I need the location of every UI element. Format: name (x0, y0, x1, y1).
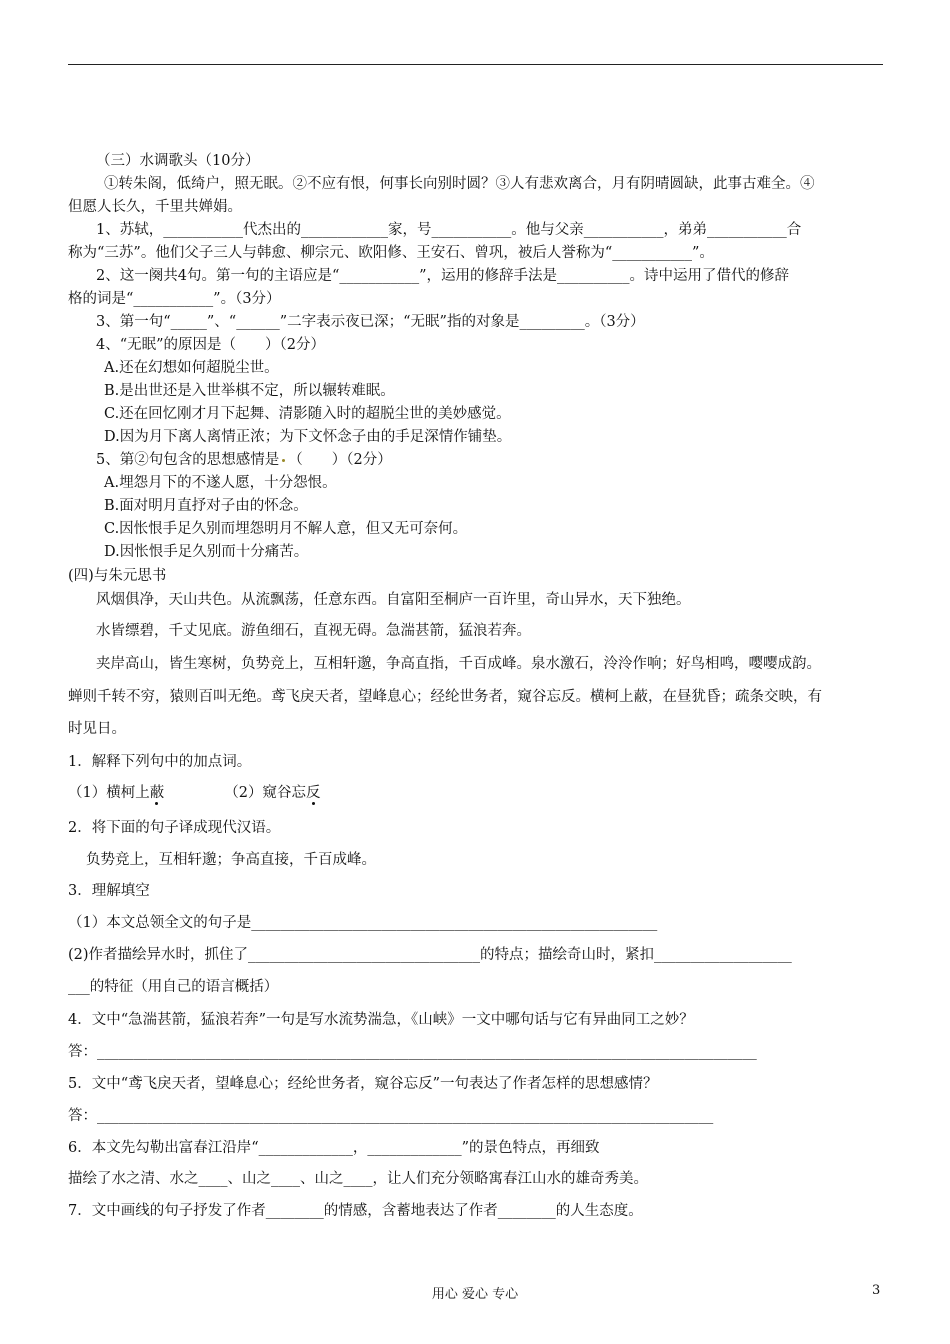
option-line: A.埋怨月下的不遂人愿，十分怨恨。 (104, 475, 337, 491)
question-line: 负势竞上，互相轩邈；争高直接，千百成峰。 (86, 852, 376, 868)
passage-line: 时见日。 (68, 721, 126, 737)
poem-line: ①转朱阁，低绮户，照无眠。②不应有恨，何事长向别时圆？③人有悲欢离合，月有阴晴圆缺，此事古难全。④ (104, 176, 815, 192)
question-line: 7．文中画线的句子抒发了作者________的情感，含蓄地表达了作者________的人生态度。 (68, 1203, 643, 1219)
answer-line: 答：___________________________________________________________________________________________ (68, 1044, 757, 1060)
option-line: A.还在幻想如何超脱尘世。 (104, 360, 279, 376)
question-line: 描绘了水之清、水之____、山之____、山之____，让人们充分领略寓春江山水的雄奇秀美。 (68, 1171, 648, 1187)
passage-line: 风烟俱净，天山共色。从流飘荡，任意东西。自富阳至桐庐一百许里，奇山异水，天下独绝。 (96, 592, 691, 608)
page-number: 3 (872, 1283, 881, 1298)
question-line: 1、苏轼，___________代杰出的____________家，号___________。他与父亲___________，弟弟___________合 (96, 222, 802, 238)
dotted-word: 蔽 (149, 785, 165, 801)
question-line: 1．解释下列句中的加点词。 (68, 754, 252, 770)
question-line: 2、这一阕共4句。第一句的主语应是“___________”，运用的修辞手法是__________。诗中运用了借代的修辞 (96, 268, 790, 284)
dotted-word: 反 (305, 785, 321, 801)
question-line: （1）本文总领全文的句子是________________________________________________________ (68, 915, 658, 931)
option-line: D.因为月下离人离情正浓；为下文怀念子由的手足深情作铺垫。 (104, 429, 512, 445)
question-line (96, 450, 916, 470)
passage-line: 蝉则千转不穷，猿则百叫无绝。鸢飞戾天者，望峰息心；经纶世务者，窥谷忘反。横柯上蔽，在昼犹昏；疏条交映，有 (68, 689, 822, 705)
question-line: 2．将下面的句子译成现代汉语。 (68, 820, 281, 836)
footer-text: 用心 爱心 专心 (431, 1287, 519, 1302)
poem-line: 但愿人长久，千里共婵娟。 (68, 199, 242, 215)
question-score: （ ）（2分） (288, 452, 392, 468)
question-line: 4．文中“急湍甚箭，猛浪若奔”一句是写水流势湍急，《山峡》一文中哪句话与它有异曲同工之妙？ (68, 1012, 694, 1028)
question-line: 4、“无眠”的原因是（ ）（2分） (96, 337, 326, 353)
option-line: C.因怅恨手足久别而埋怨明月不解人意，但又无可奈何。 (104, 521, 468, 537)
question-line: 格的词是“___________”。（3分） (68, 291, 281, 307)
question-line: 3．理解填空 (68, 883, 150, 899)
speck-mark (282, 459, 285, 462)
question-line: 称为“三苏”。他们父子三人与韩愈、柳宗元、欧阳修、王安石、曾巩，被后人誉称为“___________”。 (68, 245, 714, 261)
section-title: (四)与朱元思书 (68, 568, 167, 584)
answer-line: 答：_____________________________________________________________________________________ (68, 1108, 714, 1124)
question-line (68, 783, 888, 803)
passage-line: 夹岸高山，皆生寒树，负势竞上，互相轩邈，争高直指，千百成峰。泉水激石，泠泠作响；好鸟相鸣，嘤嘤成韵。 (96, 656, 821, 672)
passage-line: 水皆缥碧，千丈见底。游鱼细石，直视无碍。急湍甚箭，猛浪若奔。 (96, 623, 531, 639)
subquestion-1: （1）横柯上 (68, 785, 150, 801)
question-line: 6．本文先勾勒出富春江沿岸“_____________，_____________”的景色特点，再细致 (68, 1140, 600, 1156)
section-title: （三）水调歌头（10分） (96, 153, 260, 169)
option-line: D.因怅恨手足久别而十分痛苦。 (104, 544, 309, 560)
question-line: 3、第一句“_____”、“______”二字表示夜已深；“无眠”指的对象是_________。（3分） (96, 314, 645, 330)
question-line: ___的特征（用自己的语言概括） (68, 979, 279, 995)
subquestion-2: （2）窥谷忘 (224, 785, 306, 801)
header-rule (68, 64, 883, 65)
option-line: C.还在回忆刚才月下起舞、清影随入时的超脱尘世的美妙感觉。 (104, 406, 511, 422)
option-line: B.面对明月直抒对子由的怀念。 (104, 498, 308, 514)
question-text: 5、第②句包含的思想感情是 (96, 452, 280, 468)
question-line: 5．文中“鸢飞戾天者，望峰息心；经纶世务者，窥谷忘反”一句表达了作者怎样的思想感情？ (68, 1076, 658, 1092)
question-line: (2)作者描绘异水时，抓住了________________________________的特点；描绘奇山时，紧扣___________________ (68, 947, 792, 963)
option-line: B.是出世还是入世举棋不定，所以辗转难眠。 (104, 383, 395, 399)
